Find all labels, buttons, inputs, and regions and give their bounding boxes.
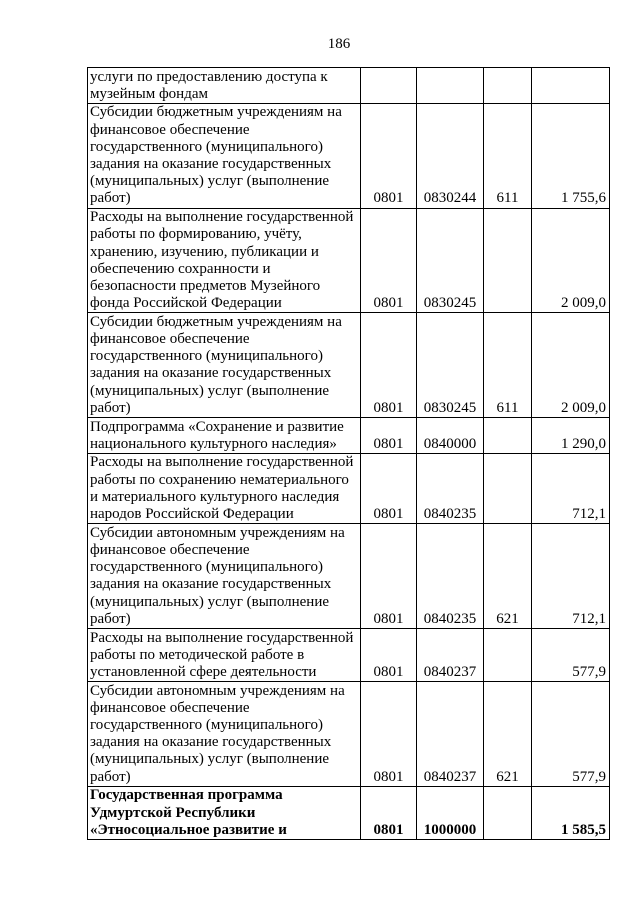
expense-type-cell	[484, 418, 532, 454]
target-article-cell: 0840237	[417, 682, 484, 787]
amount-cell: 1 755,6	[532, 103, 610, 208]
section-code-cell: 0801	[361, 418, 417, 454]
table-row	[88, 453, 610, 523]
expense-type-cell	[484, 629, 532, 682]
section-code-cell: 0801	[361, 103, 417, 208]
item-name-cell: Расходы на выполнение государственной работы по сохранению нематериального и материального культурного наследия народов Российской Федерации	[88, 453, 361, 523]
target-article-cell	[417, 68, 484, 104]
target-article-cell: 0840000	[417, 418, 484, 454]
amount-cell: 577,9	[532, 629, 610, 682]
expense-type-cell: 611	[484, 313, 532, 418]
section-code-cell: 0801	[361, 682, 417, 787]
amount-cell: 2 009,0	[532, 313, 610, 418]
section-code-cell: 0801	[361, 208, 417, 313]
amount-cell: 712,1	[532, 453, 610, 523]
table-row	[88, 313, 610, 418]
item-name-cell: услуги по предоставлению доступа к музейным фондам	[88, 68, 361, 104]
section-code-cell: 0801	[361, 524, 417, 629]
item-name-cell: Субсидии автономным учреждениям на финансовое обеспечение государственного (муниципального) задания на оказание государственных (муниципальных) услуг (выполнение работ)	[88, 682, 361, 787]
target-article-cell: 0830245	[417, 313, 484, 418]
section-code-cell: 0801	[361, 453, 417, 523]
amount-cell: 1 585,5	[532, 786, 610, 839]
expense-type-cell	[484, 786, 532, 839]
item-name-cell: Субсидии бюджетным учреждениям на финансовое обеспечение государственного (муниципального) задания на оказание государственных (муниципальных) услуг (выполнение работ)	[88, 103, 361, 208]
target-article-cell: 0840235	[417, 524, 484, 629]
section-code-cell: 0801	[361, 786, 417, 839]
item-name-cell: Субсидии автономным учреждениям на финансовое обеспечение государственного (муниципального) задания на оказание государственных (муниципальных) услуг (выполнение работ)	[88, 524, 361, 629]
amount-cell: 1 290,0	[532, 418, 610, 454]
expense-type-cell: 621	[484, 524, 532, 629]
table-row	[88, 524, 610, 629]
item-name-cell: Расходы на выполнение государственной работы по формированию, учёту, хранению, изучению, публикации и обеспечению сохранности и безопасности предметов Музейного фонда Российской Федерации	[88, 208, 361, 313]
table-row	[88, 103, 610, 208]
table-row	[88, 208, 610, 313]
expense-type-cell	[484, 208, 532, 313]
section-code-cell	[361, 68, 417, 104]
budget-table	[87, 67, 610, 840]
target-article-cell: 0840237	[417, 629, 484, 682]
section-code-cell: 0801	[361, 313, 417, 418]
amount-cell: 577,9	[532, 682, 610, 787]
table-row	[88, 682, 610, 787]
expense-type-cell: 621	[484, 682, 532, 787]
expense-type-cell	[484, 453, 532, 523]
expense-type-cell	[484, 68, 532, 104]
section-code-cell: 0801	[361, 629, 417, 682]
table-row-program-total	[88, 786, 610, 839]
page-number: 186	[327, 36, 351, 52]
amount-cell: 2 009,0	[532, 208, 610, 313]
target-article-cell: 0840235	[417, 453, 484, 523]
amount-cell	[532, 68, 610, 104]
item-name-cell: Расходы на выполнение государственной работы по методической работе в установленной сфере деятельности	[88, 629, 361, 682]
table-row	[88, 68, 610, 104]
amount-cell: 712,1	[532, 524, 610, 629]
target-article-cell: 1000000	[417, 786, 484, 839]
item-name-cell: Субсидии бюджетным учреждениям на финансовое обеспечение государственного (муниципального) задания на оказание государственных (муниципальных) услуг (выполнение работ)	[88, 313, 361, 418]
target-article-cell: 0830244	[417, 103, 484, 208]
expense-type-cell: 611	[484, 103, 532, 208]
table-row	[88, 418, 610, 454]
target-article-cell: 0830245	[417, 208, 484, 313]
item-name-cell: Подпрограмма «Сохранение и развитие национального культурного наследия»	[88, 418, 361, 454]
table-row	[88, 629, 610, 682]
item-name-cell: Государственная программа Удмуртской Республики «Этносоциальное развитие и	[88, 786, 361, 839]
